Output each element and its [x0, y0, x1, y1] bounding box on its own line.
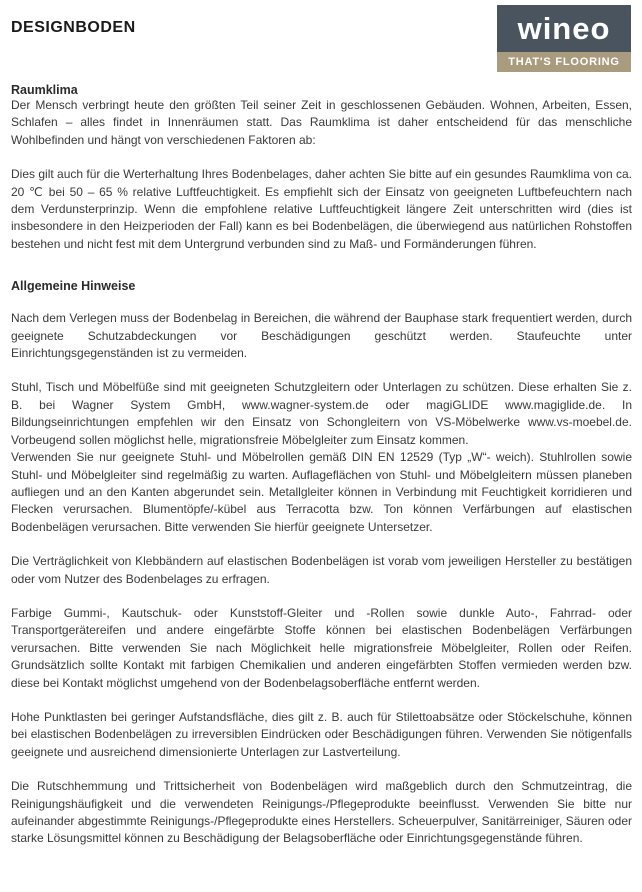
page-title: DESIGNBODEN — [11, 19, 136, 36]
wineo-tagline: THAT'S FLOORING — [497, 52, 631, 72]
section-heading-raumklima: Raumklima — [11, 83, 78, 97]
paragraph-stuhlrollen-din: Verwenden Sie nur geeignete Stuhl- und Möbelrollen gemäß DIN EN 12529 (Typ „W“- weich). Stuhlrollen sowie Stuhl- und Möbelgleiter sind regelmäßig zu warten. Auflageflächen von Stuhl- und Möbelgleitern müssen planeben aufliegen und an den Kanten abgerundet sein. Metallgleiter können in Verbindung mit Feuchtigkeit korridieren und Flecken verursachen. Blumentöpfe/-kübel aus Terracotta bzw. Ton können Verfärbungen auf elastischen Bodenbelägen verursachen. Bitte verwenden Sie hierfür geeignete Untersetzer. — [11, 450, 632, 534]
section-heading-allgemeine-hinweise: Allgemeine Hinweise — [11, 279, 136, 294]
wineo-logo — [497, 5, 631, 72]
wineo-brand-wordmark: wineo — [497, 5, 631, 52]
paragraph-punktlasten: Hohe Punktlasten bei geringer Aufstandsfläche, dies gilt z. B. auch für Stilettoabsätze oder Stöckelschuhe, können bei elastischen Bodenbelägen zu irreversiblen Eindrücken oder Beschädigungen führen. Verwenden Sie nötigenfalls geeignete und ausreichend dimensionierte Unterlagen zur Lastverteilung. — [11, 709, 632, 759]
paragraph-bauphase-schutz: Nach dem Verlegen muss der Bodenbelag in Bereichen, die während der Bauphase stark frequentiert werden, durch geeignete Schutzabdeckungen vor Beschädigungen geschützt werden. Staufeuchte unter Einrichtungsgegenständen ist zu vermeiden. — [11, 311, 632, 361]
paragraph-raumklima-1: Der Mensch verbringt heute den größten Teil seiner Zeit in geschlossenen Gebäuden. Wohnen, Arbeiten, Essen, Schlafen – alles findet in Innenräumen statt. Das Raumklima ist daher entscheidend für das menschliche Wohlbefinden und hängt von verschiedenen Faktoren ab: — [11, 98, 632, 147]
paragraph-klebbaender: Die Verträglichkeit von Klebbändern auf elastischen Bodenbelägen ist vorab vom jeweiligen Hersteller zu bestätigen oder vom Nutzer des Bodenbelages zu erfragen. — [11, 554, 632, 586]
paragraph-rutschhemmung: Die Rutschhemmung und Trittsicherheit von Bodenbelägen wird maßgeblich durch den Schmutzeintrag, die Reinigungshäufigkeit und die verwendeten Reinigungs-/Pflegeprodukte beeinflusst. Verwenden Sie bitte nur aufeinander abgestimmte Reinigungs-/Pflegeprodukte eines Herstellers. Scheuerpulver, Sanitärreiniger, Säuren oder starke Lösungsmittel können zu Beschädigung der Belagsoberfläche oder Einrichtungsgegenstände führen. — [11, 779, 632, 846]
paragraph-raumklima-2: Dies gilt auch für die Werterhaltung Ihres Bodenbelages, daher achten Sie bitte auf ein gesundes Raumklima von ca. 20 ℃ bei 50 – 65 % relative Luftfeuchtigkeit. Es empfiehlt sich der Einsatz von geeigneten Luftbefeuchtern nach dem Verdunsterprinzip. Wenn die empfohlene relative Luftfeuchtigkeit längere Zeit unterschritten wird (dies ist insbesondere in den Heizperioden der Fall) kann es bei Bodenbelägen, die überwiegend aus natürlichen Rohstoffen bestehen und nicht fest mit dem Untergrund verbunden sind zu Maß- und Formänderungen führen. — [11, 167, 632, 251]
paragraph-moebelfuesse-schutzgleiter: Stuhl, Tisch und Möbelfüße sind mit geeigneten Schutzgleitern oder Unterlagen zu schützen. Diese erhalten Sie z. B. bei Wagner System GmbH, www.wagner-system.de oder magiGLIDE www.magiglide.de. In Bildungseinrichtungen empfehlen wir den Einsatz von Schongleitern von VS-Möbelwerke www.vs-moebel.de. Vorbeugend sollen möglichst helle, migrationsfreie Möbelgleiter zum Einsatz kommen. — [11, 380, 632, 447]
paragraph-verfaerbungen: Farbige Gummi-, Kautschuk- oder Kunststoff-Gleiter und -Rollen sowie dunkle Auto-, Fahrrad- oder Transportgerätereifen und andere eingefärbte Stoffe können bei elastischen Bodenbelägen Verfärbungen verursachen. Bitte verwenden Sie nach Möglichkeit helle migrationsfreie Möbelgleiter, Rollen oder Reifen. Grundsätzlich sollte Kontakt mit farbigen Chemikalien und anderen eingefärbten Stoffen vermieden werden bzw. diese bei Kontakt möglichst umgehend von der Bodenbelagsoberfläche entfernt werden. — [11, 605, 632, 690]
